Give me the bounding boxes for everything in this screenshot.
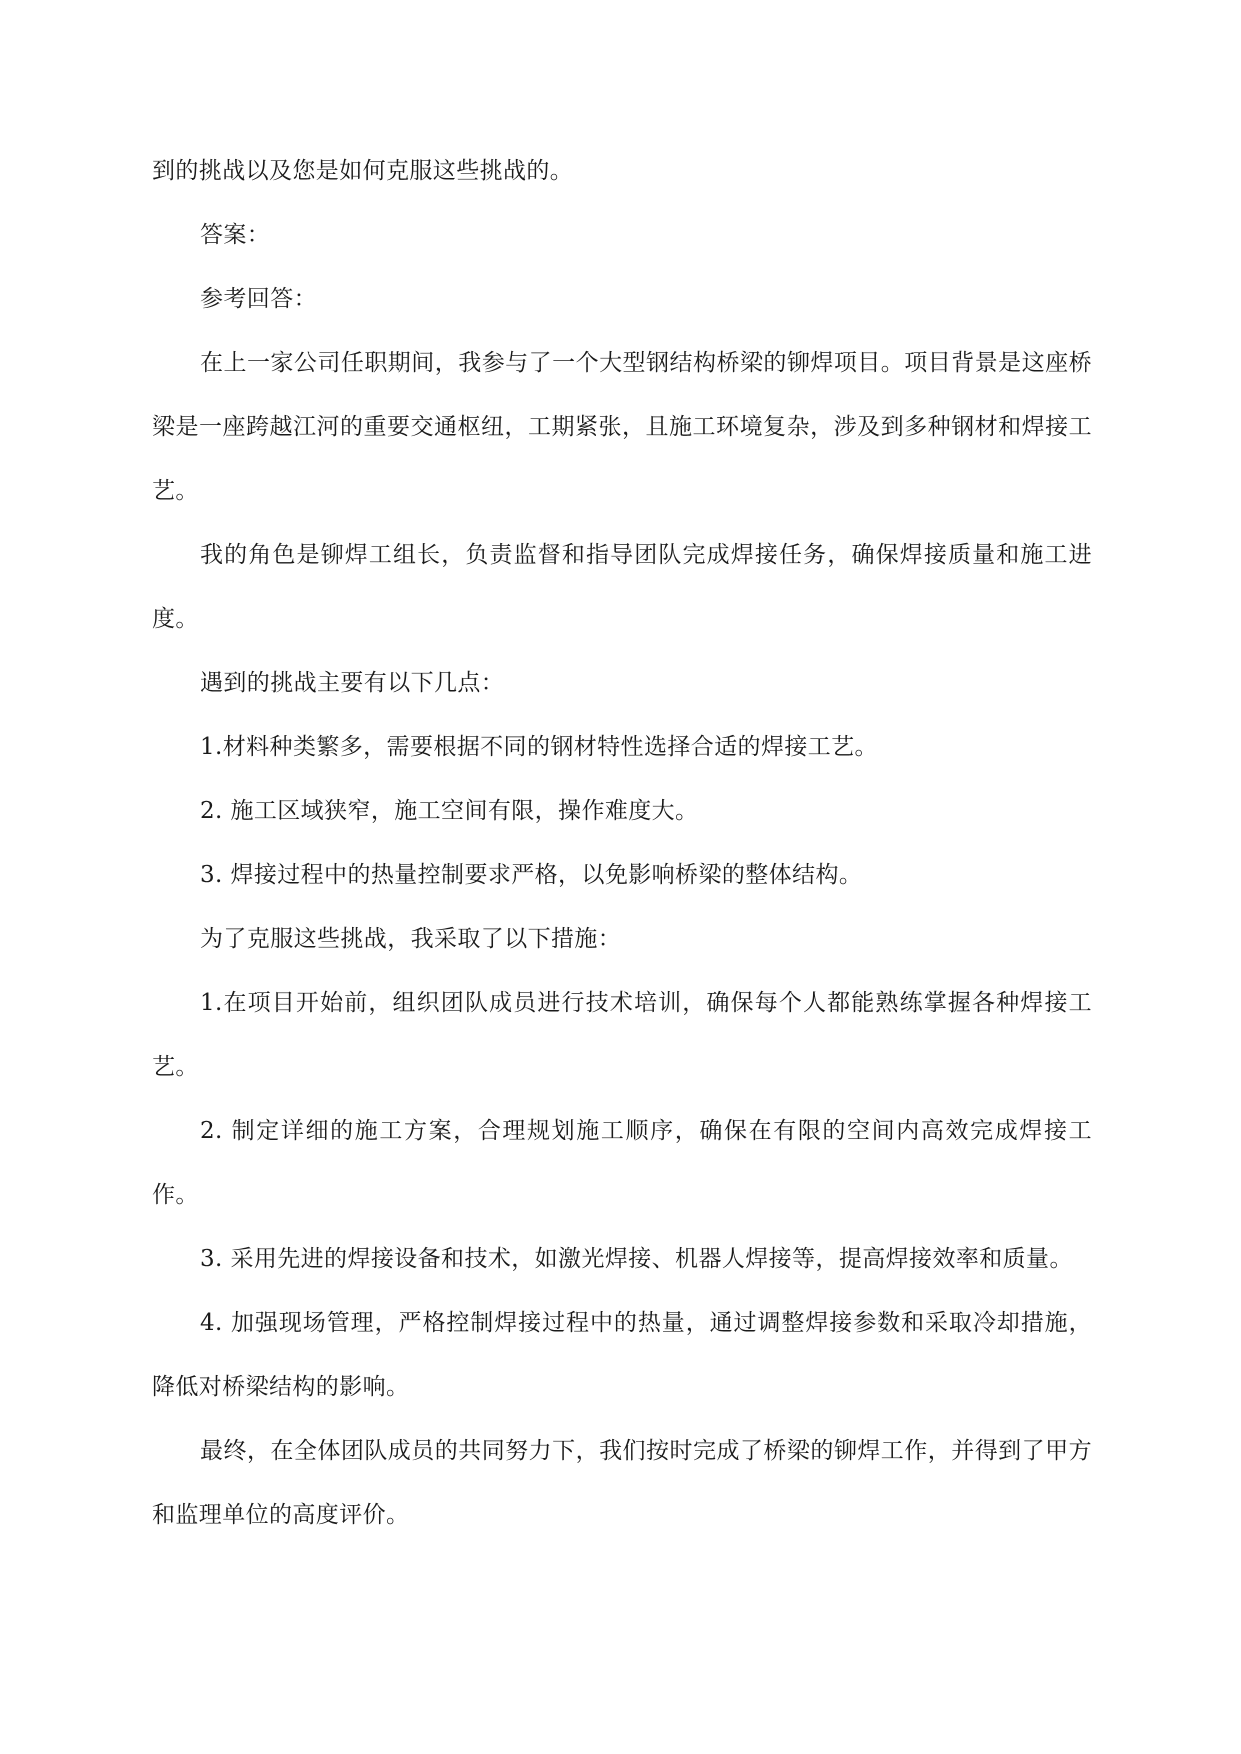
document-body [152, 139, 1092, 1547]
paragraph-role: 我的角色是铆焊工组长，负责监督和指导团队完成焊接任务，确保焊接质量和施工进度。 [152, 542, 1092, 632]
challenge-item-1: 1.材料种类繁多，需要根据不同的钢材特性选择合适的焊接工艺。 [200, 734, 878, 760]
paragraph-conclusion: 最终，在全体团队成员的共同努力下，我们按时完成了桥梁的铆焊工作，并得到了甲方和监理单位的高度评价。 [152, 1438, 1092, 1528]
measure-item-4: 4. 加强现场管理，严格控制焊接过程中的热量，通过调整焊接参数和采取冷却措施，降低对桥梁结构的影响。 [152, 1310, 1092, 1400]
measure-item-2: 2. 制定详细的施工方案，合理规划施工顺序，确保在有限的空间内高效完成焊接工作。 [152, 1118, 1092, 1208]
reference-answer-heading: 参考回答： [200, 286, 317, 312]
paragraph-project-background: 在上一家公司任职期间，我参与了一个大型钢结构桥梁的铆焊项目。项目背景是这座桥梁是一座跨越江河的重要交通枢纽，工期紧张，且施工环境复杂，涉及到多种钢材和焊接工艺。 [152, 350, 1092, 504]
answer-heading: 答案： [200, 222, 271, 248]
measure-item-3: 3. 采用先进的焊接设备和技术，如激光焊接、机器人焊接等，提高焊接效率和质量。 [200, 1246, 1073, 1272]
challenge-item-2: 2. 施工区域狭窄，施工空间有限，操作难度大。 [200, 798, 699, 824]
measure-item-1: 1.在项目开始前，组织团队成员进行技术培训，确保每个人都能熟练掌握各种焊接工艺。 [152, 990, 1092, 1080]
paragraph-continuation: 到的挑战以及您是如何克服这些挑战的。 [152, 158, 574, 184]
challenge-item-3: 3. 焊接过程中的热量控制要求严格，以免影响桥梁的整体结构。 [200, 862, 863, 888]
paragraph-measures-intro: 为了克服这些挑战，我采取了以下措施： [200, 926, 622, 952]
paragraph-challenges-intro: 遇到的挑战主要有以下几点： [200, 670, 505, 696]
